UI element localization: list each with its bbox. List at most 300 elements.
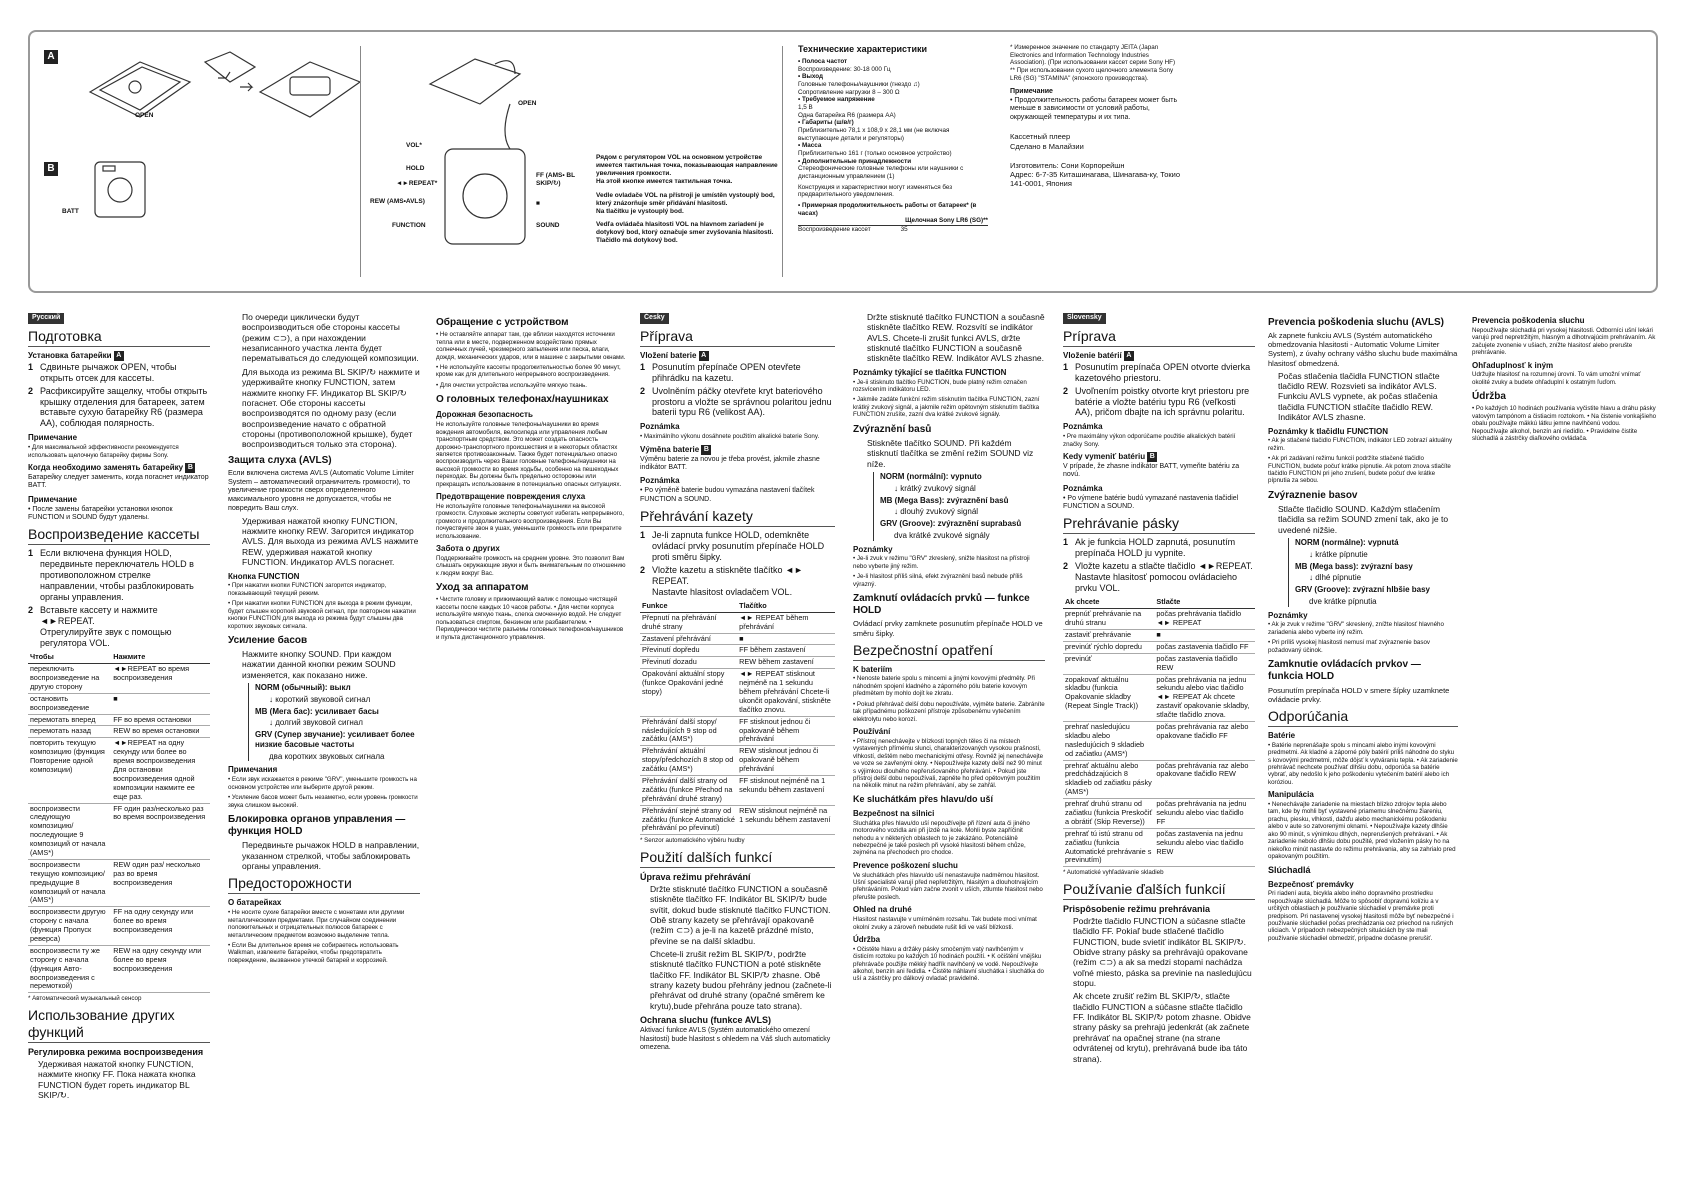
table-row bbox=[28, 738, 210, 803]
subheading: Manipulácia bbox=[1268, 790, 1314, 800]
step: 1 Je-li zapnuta funkce HOLD, odemkněte ovládací prvky posunutím přepínače HOLD proti směru šipky. bbox=[640, 530, 835, 563]
step-text-a: Вставьте кассету и нажмите ◄►REPEAT. bbox=[40, 605, 158, 627]
label-hold: HOLD bbox=[406, 165, 425, 172]
table-row bbox=[640, 645, 835, 657]
label-batt: BATT bbox=[62, 208, 79, 215]
spec-line: • Дополнительные принадлежности bbox=[798, 157, 912, 165]
text: Ovládací prvky zamknete posunutím přepínače HOLD ve směru šipky. bbox=[853, 619, 1043, 638]
table-header: Stlačte bbox=[1154, 597, 1255, 608]
note-title: Poznámky bbox=[1268, 610, 1308, 620]
specifications-notes bbox=[1010, 44, 1185, 188]
note: • Nenechávajte zariadenie na miestach blízko zdrojov tepla alebo tam, kde by mohli byť vystavené priamemu slnečnému žiareniu, prachu, piesku, vlhkosti, dažďu alebo mechanickému poškodeniu alebo v aute so zatvorenými oknami. • Nepoužívajte kazety dlhšie ako 90 minút, s výnimkou dlhých, neprerušených prehrávaní. • Ak zariadenie nebolo dlhšiu dobu použité, pred vložením pásky ho na niekoľko minút nastavte do režimu prehrávania, aby sa zahrialo pred opakovaným použitím. bbox=[1268, 801, 1456, 861]
cell: prehrať druhú stranu od začiatku (funkcia Preskočiť a obrátiť (Skip Reverse)) bbox=[1063, 799, 1154, 829]
cell: previnúť bbox=[1063, 653, 1154, 674]
note-title: Примечание bbox=[28, 433, 78, 443]
cell: Převinutí dopředu bbox=[640, 645, 737, 657]
step-text: Сдвиньте рычажок OPEN, чтобы открыть отсек для кассеты. bbox=[40, 361, 177, 383]
label-ff: FF (AMS• BL SKIP/↻) bbox=[536, 172, 575, 187]
heading: Уход за аппаратом bbox=[436, 582, 529, 594]
table-row bbox=[1063, 722, 1255, 761]
subheading bbox=[28, 463, 210, 473]
spec-line: • Требуемое напряжение bbox=[798, 96, 875, 104]
subheading: Používání bbox=[853, 727, 891, 737]
table-row bbox=[640, 775, 835, 805]
table-row bbox=[28, 859, 210, 906]
battery-illustration bbox=[85, 152, 155, 227]
made-1: Кассетный плеер bbox=[1010, 132, 1071, 142]
note: • Не оставляйте аппарат там, где вблизи находятся источники тепла или в месте, подверженном воздействию прямых солнечных лучей, чрезмерного запыления или песка, влаги, дождя, механических ударов, или в машине с закрытыми окнами. bbox=[436, 331, 626, 361]
text: Pri riadení auta, bicykla alebo iného dopravného prostriedku nepoužívajte slúchadlá. Môže to spôsobiť dopravnú kolíziu a v určitých oblastiach je používanie slúchadiel v premávke proti predpisom. Pri nastavenej vysokej hlasitosti môže byť nebezpečné i používanie slúchadiel počas prechádzania cez priechod na rušných uliciach. V prípadoch nebezpečných situáciách by ste mali používanie slúchadiel obmedziť, prípadne dočasne prerušiť. bbox=[1268, 890, 1454, 942]
subheading: Úprava režimu přehrávání bbox=[640, 871, 751, 882]
table-row bbox=[1063, 828, 1255, 867]
table-row bbox=[28, 726, 210, 738]
text: Ak zapnete funkciu AVLS (Systém automatického obmedzovania hlasitosti - Automatic Volume Limiter System), z úvahy ochrany vášho sluchu bude maximálna hlasitosť obmedzená. bbox=[1268, 331, 1458, 368]
cell: FF stisknout nejméně na 1 sekundu během zastavení bbox=[737, 775, 835, 805]
note: • При нажатии кнопки FUNCTION для выхода в режим функции, будет слышен короткий звуковой сигнал, при повторном нажатии кнопки FUNCTION для выхода из режима будут слышны два коротких звуковых сигнала. bbox=[228, 600, 416, 630]
fig-ref: B bbox=[1147, 452, 1157, 462]
spec-line: • Выход bbox=[798, 73, 823, 81]
note: • Nenoste baterie spolu s mincemi a jinými kovovými předměty. Při náhodném spojení kladného a záporného pólu baterie kovovým předmětem by mohlo dojít ke zkratu. bbox=[853, 675, 1035, 698]
label-rew: REW (AMS•AVLS) bbox=[370, 198, 425, 205]
cell: prepnúť prehrávanie na druhú stranu bbox=[1063, 609, 1154, 630]
heading: Zamknutie ovládacích prvkov — funkcia HOLD bbox=[1268, 659, 1421, 683]
subheading: Ohľaduplnosť k iným bbox=[1472, 360, 1554, 370]
bass-signal-text: krátký zvukový signál bbox=[900, 483, 976, 493]
spec-line: Конструкция и характеристики могут изменяться без предварительного уведомления. bbox=[798, 183, 953, 199]
address: Адрес: 6-7-35 Киташинагава, Шинагава-ку, Токио 141-0001, Япония bbox=[1010, 169, 1181, 189]
note-ru-1: Рядом с регулятором VOL на основном устройстве имеется тактильная точка, показывающая направление увеличения громкости. bbox=[596, 154, 778, 177]
note-title: Poznámky bbox=[853, 544, 893, 554]
subheading: Prevence poškození sluchu bbox=[853, 860, 958, 870]
note: • После замены батарейки установки кнопок FUNCTION и SOUND будут удалены. bbox=[28, 505, 173, 521]
heading: Обращение с устройством bbox=[436, 317, 569, 328]
label-sound: SOUND bbox=[536, 222, 560, 229]
note: • Ak je stlačené tlačidlo FUNCTION, indikátor LED zobrazí aktuálny režim. bbox=[1268, 437, 1453, 452]
subheading: Údržba bbox=[853, 934, 881, 944]
cell: zastaviť prehrávanie bbox=[1063, 629, 1154, 641]
note-cz-1: Vedle ovladače VOL na přístroji je umístěn vystouplý bod, který znázorňuje směr přidávání hlasitosti. bbox=[596, 191, 775, 207]
step-text-a: Vložte kazetu a stlačte tlačidlo ◄►REPEAT. bbox=[1075, 561, 1253, 572]
step-text: Posunutím prepínača OPEN otvorte dvierka kazetového priestoru. bbox=[1075, 361, 1251, 383]
text: Stlačte tlačidlo SOUND. Každým stlačením tlačidla sa režim SOUND zmení tak, ako je to uvedené nižšie. bbox=[1278, 504, 1449, 535]
subheading: Poznámky týkající se tlačítka FUNCTION bbox=[853, 367, 1007, 377]
subheading: Регулировка режима воспроизведения bbox=[28, 1046, 204, 1057]
spec-table-row-value: 35 bbox=[900, 226, 908, 234]
subheading: K bateriím bbox=[853, 664, 893, 674]
spec-line: Одна батарейка R6 (размера AA) bbox=[798, 111, 896, 119]
text: Držte stisknuté tlačítko FUNCTION a současně stiskněte tlačítko FF. Indikátor BL SKIP/↻ bude svítit, dokud bude stisknuté tlačítko FUNCTION. Obě strany kazety se přehrávají opakovaně (režim ⊂⊃) a je-li na kazetě prázdné místo, převine se na další skladbu. bbox=[650, 883, 831, 946]
fig-ref: A bbox=[1124, 351, 1134, 361]
text: Aktivací funkce AVLS (Systém automatického omezení hlasitosti) bude hlasitost s ohledem na Váš sluch automaticky omezena. bbox=[640, 1027, 831, 1052]
bass-signal: ↓ dlhé pípnutie bbox=[1309, 573, 1362, 583]
note-cz-2: Na tlačítku je vystouplý bod. bbox=[596, 207, 684, 215]
text: Nepoužívajte slúchadlá pri vysokej hlasitosti. Odborníci ušní lekári varujú pred nepretržitým, hlasným a dlhotrvajúcim prehrávaním. Ak začujete zvonenie v ušiach, znížte hlasitosť alebo prerušte prehrávanie. bbox=[1472, 326, 1656, 357]
table-row bbox=[1063, 653, 1255, 674]
step: 2 Vložte kazetu a stiskněte tlačítko ◄► REPEAT. Nastavte hlasitost ovladačem VOL. bbox=[640, 565, 835, 598]
cell: Zastavení přehrávání bbox=[640, 633, 737, 645]
text: Батарейку следует заменить, когда погаснет индикатор BATT. bbox=[28, 474, 209, 490]
cell: prehrať nasledujúcu skladbu alebo nasledujúcich 9 skladieb od začiatku (AMS*) bbox=[1063, 722, 1154, 761]
step-text: Если включена функция HOLD, передвиньте переключатель HOLD в противоположном стрелке направлении, чтобы разблокировать органы управления. bbox=[40, 548, 194, 603]
heading: Воспроизведение кассеты bbox=[28, 526, 210, 545]
text: Hlasitost nastavujte v umírněném rozsahu. Tak budete moci vnímat okolní zvuky a zároveň nebudete rušit lidi ve vaší blízkosti. bbox=[853, 916, 1037, 931]
heading: Prevencia poškodenia sluchu (AVLS) bbox=[1268, 317, 1444, 328]
table-row bbox=[640, 746, 835, 776]
ru-column-3 bbox=[436, 312, 626, 644]
lang-tag-sk: Slovensky bbox=[1063, 313, 1106, 324]
table-row bbox=[640, 805, 835, 835]
note: • Усиление басов может быть незаметно, если уровень громкости звука слишком высокий. bbox=[228, 794, 418, 809]
subheading bbox=[28, 351, 210, 361]
step: 1 Ak je funkcia HOLD zapnutá, posunutím prepínača HOLD ju vypnite. bbox=[1063, 537, 1255, 559]
note: • Je-li zvuk v režimu "GRV" zkreslený, snižte hlasitost na přístroji nebo vyberte jiný režim. bbox=[853, 555, 1030, 570]
cell: REW stisknout nejméně na 1 sekundu během zastavení bbox=[737, 805, 835, 835]
spec-table-row bbox=[798, 226, 988, 234]
subheading: Кнопка FUNCTION bbox=[228, 571, 300, 581]
spec-line: Головные телефоны/наушники (гнездо ♫) bbox=[798, 80, 920, 88]
spec-title: Технические характеристики bbox=[798, 44, 928, 54]
cell: Přehrávání další stopy/ následujících 9 stop od začátku (AMS*) bbox=[640, 716, 737, 746]
text: Поддерживайте громкость на среднем уровне. Это позволит Вам слышать окружающие звуки и быть внимательным по отношению к людям вокруг Вас. bbox=[436, 554, 626, 577]
subheading-text: Vložení baterie bbox=[640, 350, 697, 360]
specifications bbox=[798, 44, 988, 234]
table-row bbox=[1063, 629, 1255, 641]
step-text-b: Nastavte hlasitosť pomocou ovládacieho prvku VOL. bbox=[1075, 572, 1237, 594]
cell: previnúť rýchlo dopredu bbox=[1063, 641, 1154, 653]
cell: FF во время остановки bbox=[111, 714, 210, 726]
subheading: Дорожная безопасность bbox=[436, 410, 533, 420]
note: • При нажатии кнопки FUNCTION загорится индикатор, показывающий текущий режим. bbox=[228, 582, 387, 597]
table-row bbox=[640, 657, 835, 669]
text: • Чистите головку и прижимающий валик с помощью чистящей кассеты после каждых 10 часов работы. • Для чистки корпуса используйте мягкую ткань, слегка смоченную водой. Не следует пользоваться спиртом, бензином или разбавителем. • Периодически чистите разъемы головных телефонов/наушников и пульта дистанционного управления. bbox=[436, 596, 624, 641]
bass-modes bbox=[1288, 538, 1458, 607]
bass-mode: GRV (Groove): zvýraznění suprabasů bbox=[880, 519, 1022, 528]
steps bbox=[28, 548, 210, 649]
cell: FF один раз/несколько раз во время воспроизведения bbox=[111, 803, 210, 859]
cell: REW один раз/ несколько раз во время воспроизведения bbox=[111, 859, 210, 906]
note: • Если Вы длительное время не собираетесь использовать Walkman, извлеките батарейки, чтобы предотвратить повреждение, вызванное утечкой батарей и коррозией. bbox=[228, 941, 399, 964]
spec-foot: * Измеренное значение по стандарту JEITA (Japan Electronics and Information Technology Industries Association). (При использовании кассет серии Sony HF) bbox=[1010, 44, 1176, 67]
table-row bbox=[28, 803, 210, 859]
spec-line: Сопротивление нагрузки 8 – 300 Ω bbox=[798, 88, 900, 96]
cell: REW stisknout jednou či opakovaně během přehrávání bbox=[737, 746, 835, 776]
cell: REW během zastavení bbox=[737, 657, 835, 669]
ru-function-table bbox=[28, 652, 210, 993]
ru-column-2 bbox=[228, 312, 420, 967]
ru-column-1 bbox=[28, 312, 210, 1103]
cell: REW во время остановки bbox=[111, 726, 210, 738]
spec-table-head-label: Щелочная Sony LR6 (SG)** bbox=[905, 217, 988, 225]
table-row bbox=[640, 633, 835, 645]
table-row bbox=[1063, 760, 1255, 799]
note-title: Poznámka bbox=[1063, 422, 1103, 432]
sk-column-1 bbox=[1063, 312, 1255, 1067]
text: Stiskněte tlačítko SOUND. Při každém stisknutí tlačítka se změní režim SOUND viz níže. bbox=[867, 437, 1034, 469]
heading: Усиление басов bbox=[228, 634, 308, 646]
cell: воспроизвести текущую композицию/ предыдущие 8 композиций от начала (AMS*) bbox=[28, 859, 111, 906]
bass-signal: ↓ короткий звуковой сигнал bbox=[269, 694, 371, 704]
step-text: Posunutím přepínače OPEN otevřete přihrádku na kazetu. bbox=[652, 361, 801, 383]
bass-mode: MB (Mega Bass): zvýraznění basů bbox=[880, 495, 1009, 505]
cell: воспроизвести ту же сторону с начала (функция Авто-воспроизведения с перемоткой) bbox=[28, 945, 111, 992]
table-header: Tlačítko bbox=[737, 601, 835, 612]
text: • Očistěte hlavu a držáky pásky smočeným vatý navlhčeným v čisticím roztoku po každých 10 hodinách použití. • K očištění vnějšku přehrávače použijte měkký hadřík navlhčený ve vodě. Nepoužívejte alkohol, benzín ani ředidla. • Čistěte náhlavní sluchátka i sluchátka do uší a zástrčky pro dálkový ovladač pravidelně. bbox=[853, 945, 1044, 983]
step: 2 Vložte kazetu a stlačte tlačidlo ◄►REPEAT. Nastavte hlasitosť pomocou ovládacieho prvku VOL. bbox=[1063, 561, 1255, 594]
cell: počas zastavenia tlačidlo FF bbox=[1154, 641, 1255, 653]
table-row bbox=[28, 907, 210, 946]
subheading: О батарейках bbox=[228, 898, 282, 908]
cell: Přehrávání další strany od začátku (funkce Přechod na přehrávání druhé strany) bbox=[640, 775, 737, 805]
subheading bbox=[1063, 351, 1255, 361]
spec-note: • Продолжительность работы батареек может быть меньше в зависимости от условий работы, окружающей температуры и их типа. bbox=[1010, 96, 1178, 121]
step-text: Ak je funkcia HOLD zapnutá, posunutím prepínača HOLD ju vypnite. bbox=[1075, 537, 1236, 559]
bass-signal: ↓ krátke pípnutie bbox=[1309, 549, 1368, 559]
bass-mode: NORM (normálne): vypnutá bbox=[1295, 538, 1399, 548]
cell: Převinutí dozadu bbox=[640, 657, 737, 669]
label-vol: VOL* bbox=[406, 142, 422, 149]
sk-column-2 bbox=[1268, 312, 1458, 945]
text: Posunutím prepínača HOLD v smere šípky uzamknete ovládacie prvky. bbox=[1268, 685, 1450, 704]
bass-signal: ↓ долгий звуковой сигнал bbox=[269, 718, 363, 728]
bass-mode: NORM (normální): vypnuto bbox=[880, 472, 982, 481]
sk-function-table bbox=[1063, 597, 1255, 867]
note: • Pre maximálny výkon odporúčame použitie alkalických batérií značky Sony. bbox=[1063, 433, 1236, 448]
steps bbox=[640, 530, 835, 598]
note-ru-2: На этой кнопке имеется тактильная точка. bbox=[596, 177, 733, 185]
heading: Защита слуха (AVLS) bbox=[228, 454, 332, 466]
step-text bbox=[40, 605, 210, 649]
fig-label-b: B bbox=[44, 162, 58, 176]
heading: О головных телефонах/наушниках bbox=[436, 394, 609, 406]
fig-ref: A bbox=[699, 351, 709, 361]
fig-ref: A bbox=[114, 351, 124, 361]
cell: перемотать вперед bbox=[28, 714, 111, 726]
text: Počas stlačenia tlačidla FUNCTION stlačte tlačidlo REW. Rozsvieti sa indikátor AVLS. Funkciu AVLS vypnete, ak počas stlačenia tlačidla FUNCTION stlačíte tlačidlo REW. Indikátor AVLS zhasne. bbox=[1278, 370, 1440, 423]
step-text-a: Vložte kazetu a stiskněte tlačítko ◄► REPEAT. bbox=[652, 564, 803, 586]
note-sk-1: Vedľa ovládača hlasitosti VOL na hlavnom zariadení je dotykový bod, ktorý označuje smer zvyšovania hlasitosti. bbox=[596, 221, 774, 237]
step: 2 Вставьте кассету и нажмите ◄►REPEAT. Отрегулируйте звук с помощью регулятора VOL. bbox=[28, 605, 210, 649]
subheading-text: Установка батарейки bbox=[28, 350, 112, 360]
step-text-b: Nastavte hlasitost ovladačem VOL. bbox=[652, 586, 793, 597]
heading: Подготовка bbox=[28, 328, 210, 347]
cassette-open-illustration bbox=[80, 42, 370, 132]
spec-line: Стереофонические головные телефоны или наушники с дистанционным управлением (1) bbox=[798, 165, 964, 181]
bass-signal-text: dlouhý zvukový signál bbox=[900, 507, 979, 517]
note: • Не носите сухие батарейки вместе с монетами или другими металлическими предметами. При случайном соединении положительных и отрицательных полюсов батареек с металлическим предметом возможно выделение тепла. bbox=[228, 909, 405, 939]
cell: ■ bbox=[111, 693, 210, 714]
table-row bbox=[1063, 609, 1255, 630]
text: Удерживая нажатой кнопку FUNCTION, нажмите кнопку FF. Пока нажата кнопка FUNCTION будет гореть индикатор BL SKIP/↻. bbox=[38, 1058, 196, 1100]
heading: Блокировка органов управления — функция HOLD bbox=[228, 813, 406, 838]
cell: počas prehrávania na jednu sekundu alebo viac tlačidlo FF bbox=[1154, 799, 1255, 829]
maker: Изготовитель: Сони Корпорейшн bbox=[1010, 160, 1125, 170]
subheading bbox=[1063, 452, 1255, 462]
cell: počas zastavenia tlačidlo REW bbox=[1154, 653, 1255, 674]
bass-signal: ↓ krátký zvukový signál bbox=[894, 483, 976, 493]
step: 1 Сдвиньте рычажок OPEN, чтобы открыть отсек для кассеты. bbox=[28, 362, 210, 384]
cell: остановить воспроизведение bbox=[28, 693, 111, 714]
heading: Использование других функций bbox=[28, 1007, 210, 1043]
divider bbox=[782, 46, 783, 277]
table-row bbox=[28, 945, 210, 992]
table-row bbox=[28, 664, 210, 694]
note: • Ak pri zadávaní režimu funkcií podržíte stlačené tlačidlo FUNCTION, budete počuť krátke pípnutie. Ak potom znova stlačíte tlačidlo FUNCTION pri jeho zrušení, budete počuť dve krátke pípnutia za sebou. bbox=[1268, 455, 1451, 485]
label-stop: ■ bbox=[536, 200, 540, 207]
spec-line: • Полоса частот bbox=[798, 57, 848, 65]
subheading: Ochrana sluchu (funkce AVLS) bbox=[640, 1015, 772, 1026]
subheading: Bezpečnost na silnici bbox=[853, 808, 935, 818]
cell: ◄►REPEAT на одну секунду или более во время воспроизведения Для остановки воспроизведения одной композиции нажмите ее еще раз. bbox=[111, 738, 210, 803]
bass-modes bbox=[248, 683, 420, 761]
cell: počas zastavenia na jednu sekundu alebo viac tlačidlo REW bbox=[1154, 828, 1255, 867]
subheading: Забота о других bbox=[436, 544, 500, 554]
note: • Po výměně baterie budou vymazána nastavení tlačítek FUNCTION a SOUND. bbox=[640, 487, 815, 503]
step: 2 Uvolněním páčky otevřete kryt bateriového prostoru a vložte se správnou polaritou jednu baterii typu R6 (velikost AA). bbox=[640, 386, 835, 419]
spec-line: • Примерная продолжительность работы от батареек* (в часах) bbox=[798, 202, 977, 217]
heading: Údržba bbox=[1472, 391, 1506, 403]
spec-note-title: Примечание bbox=[1010, 88, 1053, 96]
step: 1 Posunutím prepínača OPEN otvorte dvierka kazetového priestoru. bbox=[1063, 362, 1255, 384]
subheading: Предотвращение повреждения слуха bbox=[436, 492, 586, 502]
heading: Prehrávanie pásky bbox=[1063, 515, 1255, 534]
cell: Přehrávání aktuální stopy/předchozích 8 stop od začátku (AMS*) bbox=[640, 746, 737, 776]
text: Передвиньте рычажок HOLD в направлении, указанном стрелкой, чтобы заблокировать органы управления. bbox=[242, 840, 420, 872]
note: • Maximálního výkonu dosáhnete použitím alkalické baterie Sony. bbox=[640, 433, 820, 441]
note: • Не используйте кассеты продолжительностью более 90 минут, кроме как для длительного непрерывного воспроизведения. bbox=[436, 363, 621, 379]
label-repeat: ◄►REPEAT* bbox=[396, 180, 438, 187]
subheading-text: Kedy vymeniť batériu bbox=[1063, 452, 1146, 462]
table-row bbox=[640, 612, 835, 633]
heading: Používanie ďalších funkcií bbox=[1063, 881, 1255, 900]
heading: Zamknutí ovládacích prvků — funkce HOLD bbox=[853, 593, 1030, 617]
cell: počas prehrávania na jednu sekundu alebo viac tlačidlo ◄► REPEAT Ak chcete zastaviť opakovanie skladby, stlačte tlačidlo znova. bbox=[1154, 674, 1255, 721]
note-sk-2: Tlačidlo má dotykový bod. bbox=[596, 237, 678, 245]
note: • Jakmile zadáte funkční režim stisknutím tlačítka FUNCTION, zazní krátký zvukový signál, a jakmile režim opětovným stisknutím tlačítka FUNCTION zrušíte, zazní dva krátké zvukové signály. bbox=[853, 396, 1040, 419]
cell: перемотать назад bbox=[28, 726, 111, 738]
heading: Zvýraznenie basov bbox=[1268, 489, 1358, 501]
cell: REW на одну секунду или более во время воспроизведения bbox=[111, 945, 210, 992]
note: • Po výmene batérie budú vymazané nastavenia tlačidiel FUNCTION a SOUND. bbox=[1063, 494, 1239, 510]
bass-signal bbox=[880, 531, 1045, 541]
table-foot: * Автоматический музыкальный сенсор bbox=[28, 995, 142, 1003]
heading: Odporúčania bbox=[1268, 708, 1458, 727]
heading: Přehrávání kazety bbox=[640, 508, 835, 527]
text: Ve sluchátkách přes hlavu/do uší nenastavujte nadměrnou hlasitost. Ušní specialisté varují před nepřetržitým, hlasitým a dlouhotrvajícím přehráváním. Pokud vám začne zvonit v uších, ztlumte hlasitost nebo přerušte poslech. bbox=[853, 871, 1043, 901]
spec-table-head bbox=[798, 217, 988, 226]
subheading-text: Когда необходимо заменять батарейку bbox=[28, 463, 184, 473]
note-title: Poznámka bbox=[640, 476, 680, 486]
text: Не используйте головные телефоны/наушники во время вождения автомобиля, велосипеда или управления любым транспортным средством. Это может создать опасность дорожно-транспортного происшествия и в некоторых областях является противозаконным. Также будет потенциально опасно воспроизводить через Ваши головные телефоны/наушники на высокой громкости во время ходьбы, особенно на пешеходных переходах. Вы должны быть предельно осторожны или прекращать использование в потенциально опасных ситуациях. bbox=[436, 421, 622, 488]
bass-signal-text: dva krátké zvukové signály bbox=[894, 530, 990, 540]
cell: Přepnutí na přehrávání druhé strany bbox=[640, 612, 737, 633]
spec-line: • Габариты (ш/в/г) bbox=[798, 119, 854, 127]
table-header: Ak chcete bbox=[1063, 597, 1154, 608]
table-row bbox=[640, 669, 835, 716]
made-2: Сделано в Малайзии bbox=[1010, 141, 1084, 151]
text: Podržte tlačidlo FUNCTION a súčasne stlačte tlačidlo FF. Pokiaľ bude stlačené tlačidlo FUNCTION, bude svietiť indikátor BL SKIP/↻. Obidve strany pásky sa prehrávajú opakovane (režim ⊂⊃) a ak sa medzi stopami nachádza voľné miesto, páska sa previnie na nasledujúcu stopu. bbox=[1073, 915, 1252, 988]
fig-ref: B bbox=[185, 463, 195, 473]
step-text: Uvoľnením poistky otvorte kryt priestoru pre batérie a vložte batériu typu R6 (veľkosti AA), pričom dbajte na ich správnu polaritu. bbox=[1075, 385, 1250, 418]
cell: переключить воспроизведение на другую сторону bbox=[28, 664, 111, 694]
table-foot: * Senzor automatického výběru hudby bbox=[640, 837, 745, 845]
cell: ◄► REPEAT stisknout nejméně na 1 sekundu během přehrávání Chcete-li ukončit opakování, stiskněte tlačítko znovu. bbox=[737, 669, 835, 716]
text: Ak chcete zrušiť režim BL SKIP/↻, stlačte tlačidlo FUNCTION a súčasne stlačte tlačidlo FF. Indikátor BL SKIP/↻ potom zhasne. Obidve strany pásky sa prehrajú jedenkrát (ak začnete prehrávať na opačnej strane (na strane odvrátenej od krytu), prehrávaná bude iba táto strana). bbox=[1073, 991, 1251, 1064]
figure-panel bbox=[28, 30, 1658, 293]
bass-signal: ↓ dlouhý zvukový signál bbox=[894, 507, 979, 517]
bass-signal-text: krátke pípnutie bbox=[1315, 549, 1368, 559]
note-title: Poznámka bbox=[1063, 483, 1103, 493]
bass-mode: MB (Мега бас): усиливает басы bbox=[255, 706, 379, 716]
text: Нажмите кнопку SOUND. При каждом нажатии данной кнопки режим SOUND изменяется, как показано ниже. bbox=[242, 649, 396, 680]
cell: ◄►REPEAT во время воспроизведения bbox=[111, 664, 210, 694]
text: Udržujte hlasitosť na rozumnej úrovni. To vám umožní vnímať okolité zvuky a budete ohľaduplní k ostatným ľuďom. bbox=[1472, 371, 1641, 386]
spec-line: Воспроизведение: 30-18 000 Гц bbox=[798, 65, 891, 73]
step: 2 Расфиксируйте защелку, чтобы открыть крышку отделения для батареек, затем вставьте сухую батарейку R6 (размера AA), соблюдая полярность. bbox=[28, 386, 210, 430]
subheading-text: Výměna baterie bbox=[640, 444, 700, 454]
note: • Přístroj nenechávejte v blízkosti topných těles či na místech vystavených přímému slunci, charakterizovaných vysokou prašností, vlhkostí, deštěm nebo mechanickými otřesy. Rovněž jej nenechávejte ve voze se zavřenými okny. • Nepoužívejte kazety delší než 90 minut s výjimkou dlouhého nepřerušovaného přehrávání. • Pokud jste přístroj delší dobu nepoužívali, zapněte ho před opětovným použitím na několik minut na režim přehrávání, aby se zahřál. bbox=[853, 737, 1044, 790]
cell: prehrať tú istú stranu od začiatku (funkcia Automatické prehrávanie s previnutím) bbox=[1063, 828, 1154, 867]
label-open-1: OPEN bbox=[135, 112, 154, 119]
note: • Для максимальной эффективности рекомендуется использовать щелочную батарейку фирмы Sony. bbox=[28, 444, 179, 459]
note: • Для очистки устройства используйте мягкую ткань. bbox=[436, 381, 587, 389]
steps bbox=[1063, 537, 1255, 594]
bass-signal-text: два коротких звуковых сигнала bbox=[269, 751, 385, 761]
lang-tag-ru: Русский bbox=[28, 313, 64, 324]
bass-signal-text: долгий звуковой сигнал bbox=[275, 718, 363, 728]
cell: воспроизвести следующую композицию/ последующие 9 композиций от начала (AMS*) bbox=[28, 803, 111, 859]
steps bbox=[1063, 362, 1255, 419]
text: Chcete-li zrušit režim BL SKIP/↻, podržte stisknuté tlačítko FUNCTION a poté stiskněte tlačítko FF. Indikátor BL SKIP/↻ zhasne. Obě strany kazety budou přehrány jednou (začnete-li přehrávat od druhé strany (opačné směrem ke krytu),bude přehrána pouze tato strana). bbox=[650, 948, 832, 1011]
divider bbox=[360, 46, 361, 277]
cell: воспроизвести другую сторону с начала (функция Пропуск реверса) bbox=[28, 907, 111, 946]
text: Для выхода из режима BL SKIP/↻ нажмите и удерживайте кнопку FUNCTION, затем нажмите кнопку FF. Индикатор BL SKIP/↻ погаснет. Обе стороны кассеты воспроизводятся по одному разу (если воспроизведение начато с обратной стороны (противоположной крышке), будет воспроизводиться только эта сторона). bbox=[242, 366, 420, 450]
cell: повторить текущую композицию (функция Повторение одной композиции) bbox=[28, 738, 111, 803]
note: • Je-li hlasitost příliš silná, efekt zvýraznění basů nebude příliš výrazný. bbox=[853, 573, 1023, 588]
table-row bbox=[28, 693, 210, 714]
subheading: Prevencia poškodenia sluchu bbox=[1472, 316, 1585, 325]
text: • Po každých 10 hodinách používania vyčistite hlavu a dráhu pásky vatovým tampónom a čistiacim roztokom. • Na čistenie vonkajšieho obalu používajte mäkkú látku jemne navlhčenú vodou. Nepoužívajte alkohol, benzín ani riedidlo. • Pravidelne čistite slúchadlá a zástrčky diaľkového ovládača. bbox=[1472, 405, 1657, 443]
cell: ■ bbox=[1154, 629, 1255, 641]
table-row bbox=[28, 714, 210, 726]
cz-column-2 bbox=[853, 312, 1045, 986]
cell: ■ bbox=[737, 633, 835, 645]
note: • Pri príliš vysokej hlasitosti nemusí mať zvýraznenie basov požadovaný účinok. bbox=[1268, 639, 1430, 654]
subheading bbox=[640, 445, 835, 455]
sk-column-3 bbox=[1472, 312, 1657, 446]
cell: prehrať aktuálnu alebo predchádzajúcich 8 skladieb od začiatku pásky (AMS*) bbox=[1063, 760, 1154, 799]
spec-foot: ** При использовании сухого щелочного элемента Sony LR6 (SG) "STAMINA" (японского производства). bbox=[1010, 67, 1174, 82]
heading: Použití dalších funkcí bbox=[640, 849, 835, 868]
subheading: Prispôsobenie režimu prehrávania bbox=[1063, 903, 1211, 914]
text: Удерживая нажатой кнопку FUNCTION, нажмите кнопку REW. Загорится индикатор AVLS. Для выхода из режима AVLS нажмите REW, удерживая нажатой кнопку FUNCTION. Индикатор AVLS погаснет. bbox=[242, 515, 419, 568]
step-text-b: Отрегулируйте звук с помощью регулятора VOL. bbox=[40, 627, 172, 649]
cell: Přehrávání stejné strany od začátku (funkce Automatické přehrávání po převinutí) bbox=[640, 805, 737, 835]
heading: Предосторожности bbox=[228, 875, 420, 894]
heading: Bezpečnostní opatření bbox=[853, 642, 1045, 661]
steps bbox=[640, 362, 835, 419]
step: 1 Если включена функция HOLD, передвиньте переключатель HOLD в противоположном стрелке направлении, чтобы разблокировать органы управления. bbox=[28, 548, 210, 603]
bass-signal-text: dve krátke pípnutia bbox=[1309, 596, 1377, 606]
cell: počas prehrávania tlačidlo ◄► REPEAT bbox=[1154, 609, 1255, 630]
heading: Zvýraznění basů bbox=[853, 423, 932, 435]
note: • Je-ii stisknuto tlačítko FUNCTION, bude platný režim označen rozsvícením indikátoru LED. bbox=[853, 378, 1027, 393]
text: Не используйте головные телефоны/наушники на высокой громкости. Слуховые эксперты советуют избегать непрерывного, громкого и продолжительного воспроизведения. Если Вы почувствуете звон в ушах, уменьшите громкость или прекратите использование. bbox=[436, 502, 624, 540]
cz-function-table bbox=[640, 601, 835, 835]
note-title: Poznámka bbox=[640, 422, 680, 432]
step-text bbox=[1075, 561, 1255, 594]
fig-label-a: A bbox=[44, 50, 58, 64]
step-text: Uvolněním páčky otevřete kryt bateriového prostoru a vložte se správnou polaritou jednu baterii typu R6 (velikost AA). bbox=[652, 385, 832, 418]
